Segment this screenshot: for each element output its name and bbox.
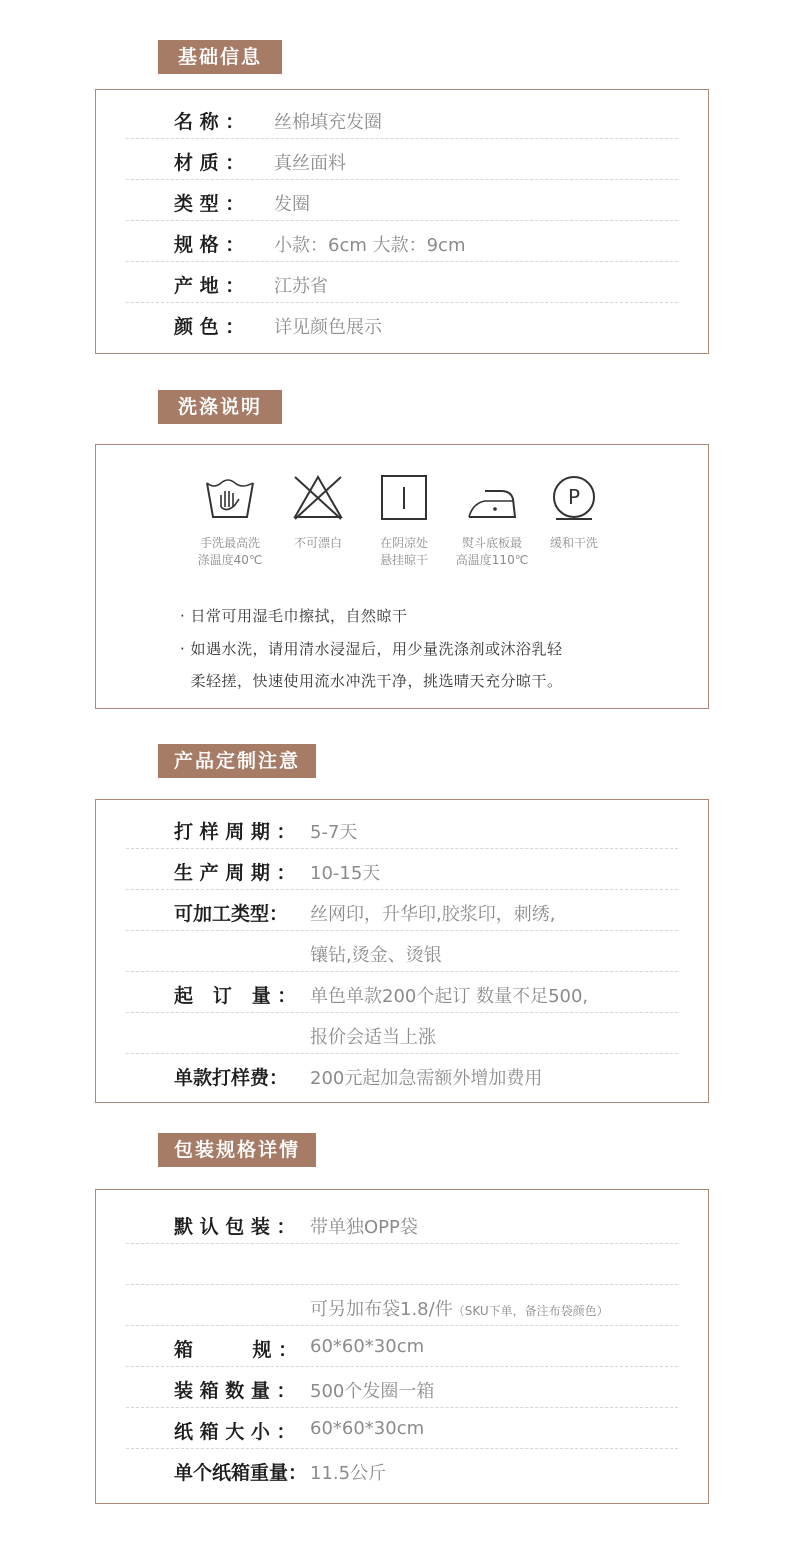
custom-row-process-types xyxy=(126,890,678,931)
row-label: 名 称 ： xyxy=(174,111,245,133)
section-title-basic: 基础信息 xyxy=(158,40,282,74)
row-label: 类 型 ： xyxy=(174,193,245,215)
row-label: 纸 箱 大 小 ： xyxy=(174,1421,296,1443)
info-row-name xyxy=(126,98,678,139)
info-row-spec xyxy=(126,221,678,262)
row-value: 200元起加急需额外增加费用 xyxy=(310,1068,543,1089)
packing-row-blank xyxy=(126,1244,678,1285)
row-label: 规 格 ： xyxy=(174,234,245,256)
row-label: 装 箱 数 量 ： xyxy=(174,1380,296,1402)
info-row-origin xyxy=(126,262,678,303)
row-label: 颜 色 ： xyxy=(174,316,245,338)
section-title-washing: 洗涤说明 xyxy=(158,390,282,424)
row-label: 打 样 周 期 ： xyxy=(174,821,296,843)
row-label: 生 产 周 期 ： xyxy=(174,862,296,884)
custom-row-production-period xyxy=(126,849,678,890)
cloth-bag-price: 可另加布袋1.8/件 xyxy=(310,1299,453,1320)
row-label: 默 认 包 装 ： xyxy=(174,1216,296,1238)
info-row-type xyxy=(126,180,678,221)
care-caption: 不可漂白 xyxy=(293,536,342,550)
care-caption: 缓和干洗 xyxy=(549,536,598,550)
packing-row-default xyxy=(126,1203,678,1244)
custom-row-sample-period xyxy=(126,808,678,849)
cloth-bag-note: （SKU下单，备注布袋颜色） xyxy=(452,1304,609,1318)
dry-clean-p-icon xyxy=(547,473,601,521)
care-note-3: 柔轻搓，快速使用流水冲洗干净，挑选晴天充分晾干。 xyxy=(180,672,563,690)
line-dry-shade-icon xyxy=(377,473,431,521)
packing-row-weight xyxy=(126,1449,678,1490)
info-row-material xyxy=(126,139,678,180)
row-value: 单色单款200个起订 数量不足500, xyxy=(310,986,589,1007)
packing-row-carton-size xyxy=(126,1408,678,1449)
care-item-hand-wash xyxy=(182,473,278,569)
custom-panel xyxy=(95,799,709,1103)
packing-panel xyxy=(95,1189,709,1504)
row-value xyxy=(310,1295,609,1321)
care-caption: 手洗最高洗 涤温度40℃ xyxy=(197,536,263,567)
care-caption: 熨斗底板最 高温度110℃ xyxy=(455,536,529,567)
svg-text:P: P xyxy=(567,485,581,509)
custom-row-moq-cont xyxy=(126,1013,678,1054)
packing-row-carton-spec xyxy=(126,1326,678,1367)
care-note-2: · 如遇水洗，请用清水浸湿后，用少量洗涤剂或沐浴乳轻 xyxy=(180,640,563,658)
row-label: 产 地 ： xyxy=(174,275,245,297)
row-value: 60*60*30cm xyxy=(310,1336,425,1357)
row-value: 详见颜色展示 xyxy=(274,317,382,338)
row-value: 带单独OPP袋 xyxy=(310,1217,418,1238)
custom-row-process-types-cont xyxy=(126,931,678,972)
row-value: 11.5公斤 xyxy=(310,1463,387,1484)
row-value: 丝网印，升华印,胶浆印，刺绣, xyxy=(310,904,556,925)
row-value: 10-15天 xyxy=(310,863,381,884)
custom-row-moq xyxy=(126,972,678,1013)
custom-row-sample-fee xyxy=(126,1054,678,1095)
row-value: 镶钻,烫金、烫银 xyxy=(310,945,442,966)
row-value: 60*60*30cm xyxy=(310,1418,425,1439)
row-label: 起 订 量 ： xyxy=(174,985,297,1007)
info-row-color xyxy=(126,303,678,344)
row-label: 单个纸箱重量： xyxy=(174,1462,308,1484)
row-value: 500个发圈一箱 xyxy=(310,1381,435,1402)
row-value: 5-7天 xyxy=(310,822,358,843)
care-item-dry-clean xyxy=(526,473,622,552)
care-item-no-bleach xyxy=(270,473,366,552)
no-bleach-icon xyxy=(291,473,345,521)
section-title-packing: 包装规格详情 xyxy=(158,1133,316,1167)
row-value: 丝棉填充发圈 xyxy=(274,112,382,133)
iron-icon xyxy=(465,473,519,521)
basic-info-panel xyxy=(95,89,709,354)
care-item-line-dry xyxy=(356,473,452,569)
row-value: 报价会适当上涨 xyxy=(310,1027,436,1048)
row-value: 小款：6cm 大款：9cm xyxy=(274,235,466,256)
row-label: 箱 规 ： xyxy=(174,1339,298,1361)
packing-row-cloth-bag xyxy=(126,1285,678,1326)
packing-row-quantity xyxy=(126,1367,678,1408)
row-label: 材 质 ： xyxy=(174,152,245,174)
hand-wash-icon xyxy=(203,473,257,521)
row-label: 单款打样费： xyxy=(174,1067,289,1089)
washing-panel xyxy=(95,444,709,709)
care-note-1: · 日常可用湿毛巾擦拭，自然晾干 xyxy=(180,607,408,625)
row-value: 发圈 xyxy=(274,194,310,215)
row-value: 江苏省 xyxy=(274,276,328,297)
care-caption: 在阴凉处 悬挂晾干 xyxy=(379,536,428,567)
section-title-custom: 产品定制注意 xyxy=(158,744,316,778)
row-label: 可加工类型： xyxy=(174,903,289,925)
row-value: 真丝面料 xyxy=(274,153,346,174)
